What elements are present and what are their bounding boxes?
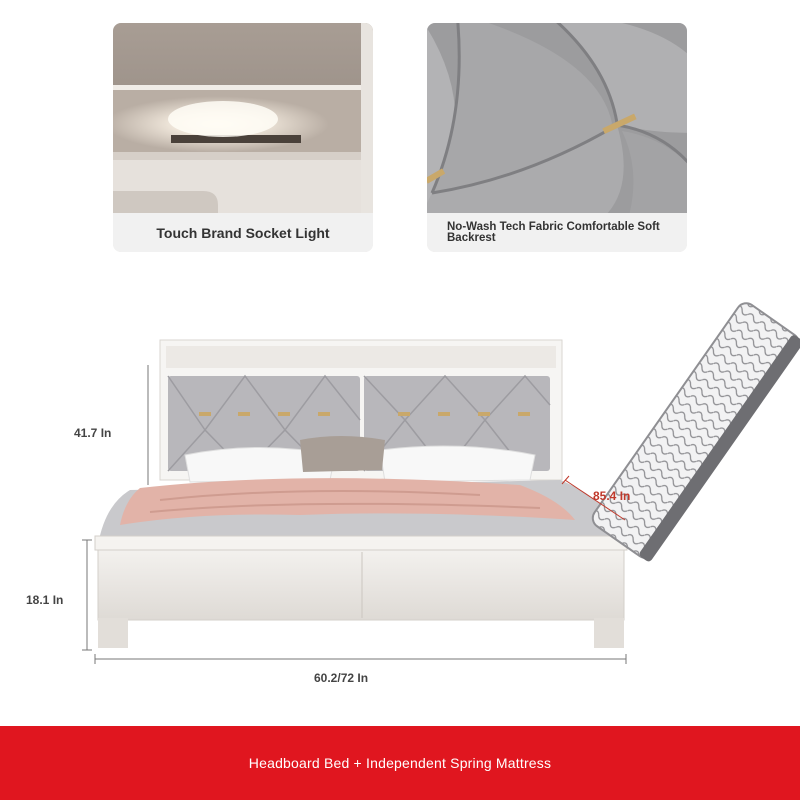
headboard-height-label: 41.7 In xyxy=(74,426,112,440)
banner-text: Headboard Bed + Independent Spring Mattress xyxy=(248,755,552,771)
product-banner xyxy=(0,726,800,800)
mattress-length-label: 85.4 In xyxy=(593,489,631,503)
bed-width-label: 60.2/72 In xyxy=(314,671,369,685)
bedding xyxy=(98,478,625,545)
spring-mattress xyxy=(589,299,800,563)
feature-caption: Touch Brand Socket Light xyxy=(113,213,373,252)
bed-frame xyxy=(95,536,627,648)
feature-caption: No-Wash Tech Fabric Comfortable Soft Backrest xyxy=(427,213,687,252)
bed-height-label: 18.1 In xyxy=(26,593,64,607)
